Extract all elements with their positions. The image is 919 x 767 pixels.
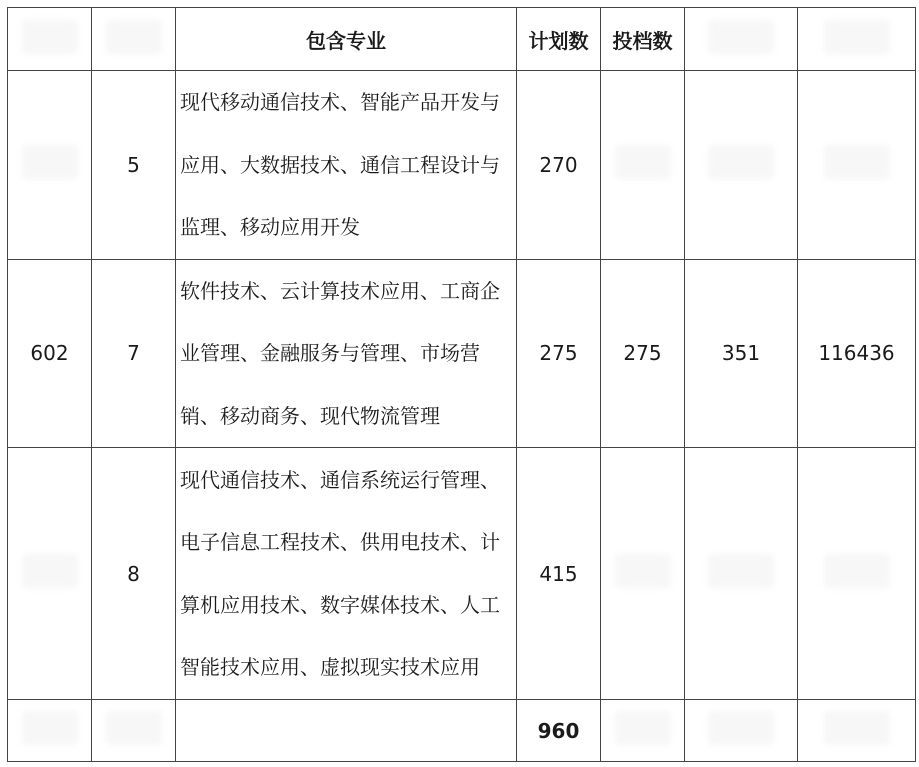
- blurred-redaction: [22, 711, 78, 745]
- cell-filed: [601, 71, 685, 260]
- cell-code: [8, 71, 92, 260]
- blurred-redaction: [708, 145, 774, 179]
- cell-score: 351: [685, 259, 798, 448]
- cell-code: [8, 700, 92, 762]
- blurred-redaction: [22, 145, 78, 179]
- table-row: [8, 448, 916, 700]
- cell-filed: 275: [601, 259, 685, 448]
- cell-rank: [798, 448, 916, 700]
- blurred-redaction: [824, 554, 890, 588]
- header-cell-majors: 包含专业: [176, 8, 517, 71]
- cell-score: [685, 448, 798, 700]
- cell-code: [8, 448, 92, 700]
- header-cell-plan: 计划数: [517, 8, 601, 71]
- cell-majors: 软件技术、云计算技术应用、工商企业管理、金融服务与管理、市场营销、移动商务、现代物流管理: [176, 259, 517, 448]
- header-cell-blank-3: [685, 8, 798, 71]
- cell-plan-total: 960: [517, 700, 601, 762]
- cell-rank: [798, 71, 916, 260]
- cell-plan: 275: [517, 259, 601, 448]
- blurred-redaction: [106, 711, 162, 745]
- blurred-redaction: [615, 711, 671, 745]
- table-header-row: [8, 8, 916, 71]
- cell-score: [685, 71, 798, 260]
- blurred-redaction: [22, 20, 78, 54]
- total-row: [8, 700, 916, 762]
- header-cell-filed: 投档数: [601, 8, 685, 71]
- blurred-redaction: [824, 145, 890, 179]
- cell-rank: [798, 700, 916, 762]
- cell-score: [685, 700, 798, 762]
- blurred-redaction: [22, 554, 78, 588]
- cell-filed: [601, 448, 685, 700]
- header-cell-blank-4: [798, 8, 916, 71]
- cell-plan: 270: [517, 71, 601, 260]
- header-cell-blank-2: [92, 8, 176, 71]
- cell-num: 8: [92, 448, 176, 700]
- cell-num: [92, 700, 176, 762]
- blurred-redaction: [615, 554, 671, 588]
- blurred-redaction: [708, 554, 774, 588]
- table-row: [8, 259, 916, 448]
- blurred-redaction: [824, 20, 890, 54]
- cell-plan: 415: [517, 448, 601, 700]
- cell-code: 602: [8, 259, 92, 448]
- blurred-redaction: [824, 711, 890, 745]
- table-row: [8, 71, 916, 260]
- blurred-redaction: [615, 145, 671, 179]
- cell-rank: 116436: [798, 259, 916, 448]
- cell-majors: 现代通信技术、通信系统运行管理、电子信息工程技术、供用电技术、计算机应用技术、数字媒体技术、人工智能技术应用、虚拟现实技术应用: [176, 448, 517, 700]
- blurred-redaction: [106, 20, 162, 54]
- cell-num: 5: [92, 71, 176, 260]
- cell-majors: [176, 700, 517, 762]
- cell-num: 7: [92, 259, 176, 448]
- cell-majors: 现代移动通信技术、智能产品开发与应用、大数据技术、通信工程设计与监理、移动应用开发: [176, 71, 517, 260]
- blurred-redaction: [708, 711, 774, 745]
- header-cell-blank-1: [8, 8, 92, 71]
- enrollment-table: [7, 7, 916, 762]
- cell-filed: [601, 700, 685, 762]
- blurred-redaction: [708, 20, 774, 54]
